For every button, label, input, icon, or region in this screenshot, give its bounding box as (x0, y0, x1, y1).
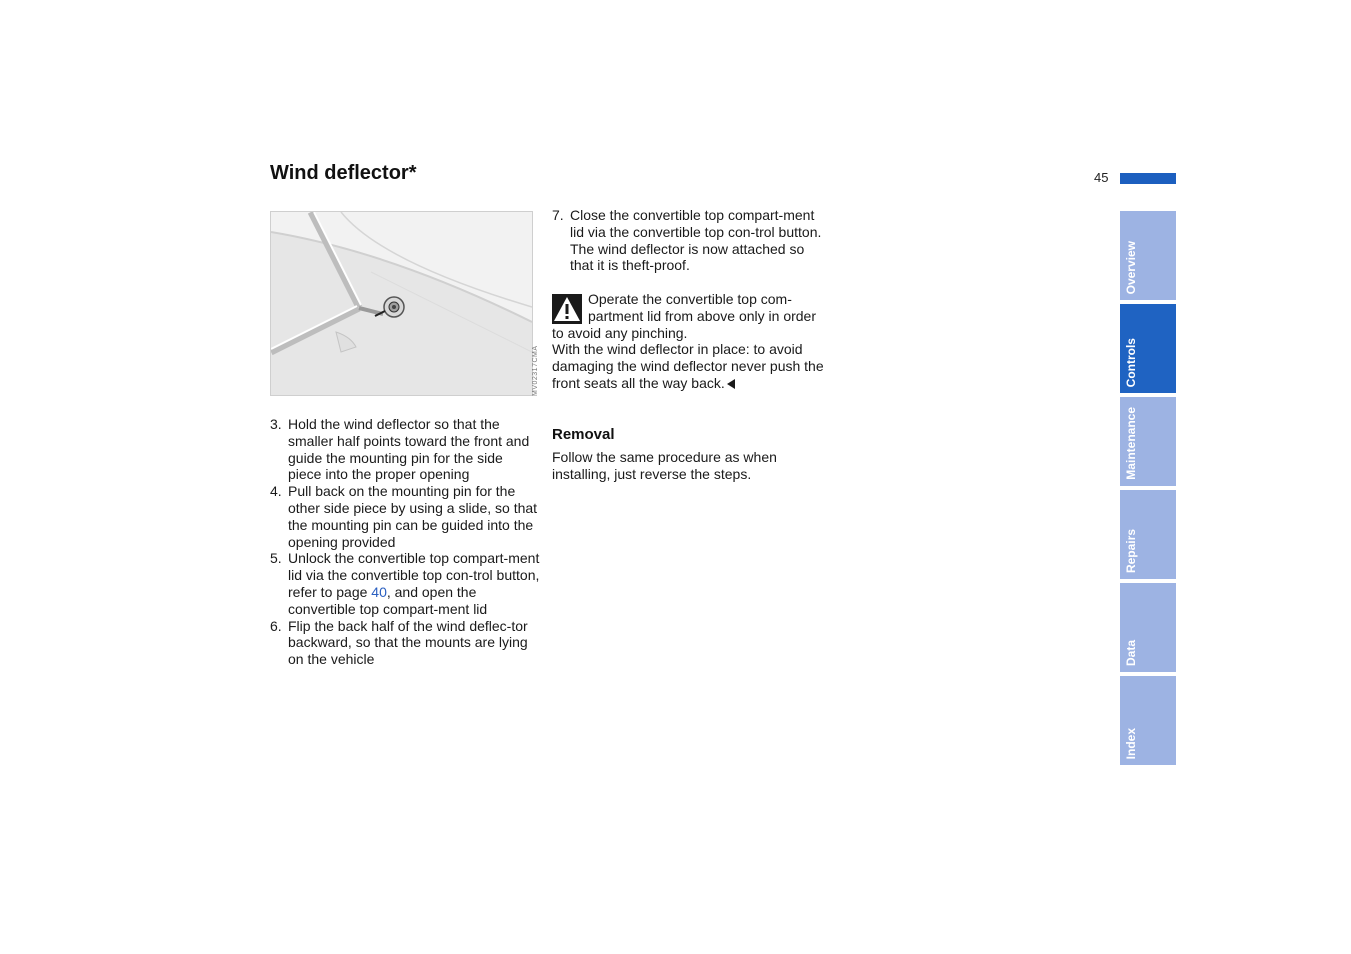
step-text: Flip the back half of the wind deflec-tor backward, so that the mounts are lying on the vehicle (288, 617, 528, 668)
step-item (270, 550, 540, 617)
step-item (270, 618, 540, 668)
tab-label: Controls (1124, 337, 1138, 387)
step-text: Hold the wind deflector so that the smaller half points toward the front and guide the mounting pin for the side piece into the proper opening (288, 416, 530, 483)
tab-label: Data (1124, 639, 1138, 666)
step-item (270, 416, 540, 483)
step-text: Close the convertible top compart-ment lid via the convertible top con-trol button. The wind deflector is now attached so that it is theft-proof. (570, 207, 822, 274)
tab-label: Maintenance (1124, 407, 1138, 480)
end-of-section-icon (727, 379, 735, 389)
step-number: 7. (552, 207, 564, 223)
tab-repairs[interactable] (1120, 490, 1176, 579)
page-reference-link[interactable]: 40 (371, 583, 387, 600)
tab-label: Overview (1124, 240, 1138, 294)
step-number: 5. (270, 550, 282, 567)
figure-code: MV02317CMA (532, 345, 539, 396)
steps-column-1 (270, 416, 540, 668)
tab-label: Repairs (1124, 528, 1138, 573)
tab-label: Index (1124, 727, 1138, 759)
step-text: Pull back on the mounting pin for the other side piece by using a slide, so that the mounting pin can be guided into the opening provided (288, 483, 538, 550)
wind-deflector-illustration (270, 211, 533, 396)
step-item (552, 207, 827, 274)
page-number: 45 (1094, 170, 1109, 185)
step-text-continued: , and open the convertible top compart-ment lid (288, 583, 488, 617)
warning-text: Operate the convertible top com-partment lid from above only in order to avoid any pinching. (552, 291, 816, 341)
removal-text: Follow the same procedure as when installing, just reverse the steps. (552, 449, 777, 482)
tab-data[interactable] (1120, 583, 1176, 672)
tab-overview[interactable] (1120, 211, 1176, 300)
tab-index[interactable] (1120, 676, 1176, 765)
step-number: 4. (270, 483, 282, 500)
step-number: 6. (270, 617, 282, 634)
step-number: 3. (270, 416, 282, 432)
page-marker-bar (1120, 173, 1176, 184)
tab-controls[interactable] (1120, 304, 1176, 393)
warning-note (552, 291, 827, 392)
tab-maintenance[interactable] (1120, 397, 1176, 486)
illustration-drawing (271, 212, 532, 395)
removal-heading: Removal (552, 426, 615, 443)
step-item (270, 483, 540, 550)
page-title: Wind deflector* (270, 162, 417, 184)
step-text: Unlock the convertible top compart-ment lid via the convertible top con-trol button, refer to page (288, 550, 540, 600)
steps-column-2 (552, 207, 827, 274)
warning-triangle-icon (552, 294, 582, 324)
warning-text-2: With the wind deflector in place: to avoid damaging the wind deflector never push the front seats all the way back. (552, 341, 824, 391)
